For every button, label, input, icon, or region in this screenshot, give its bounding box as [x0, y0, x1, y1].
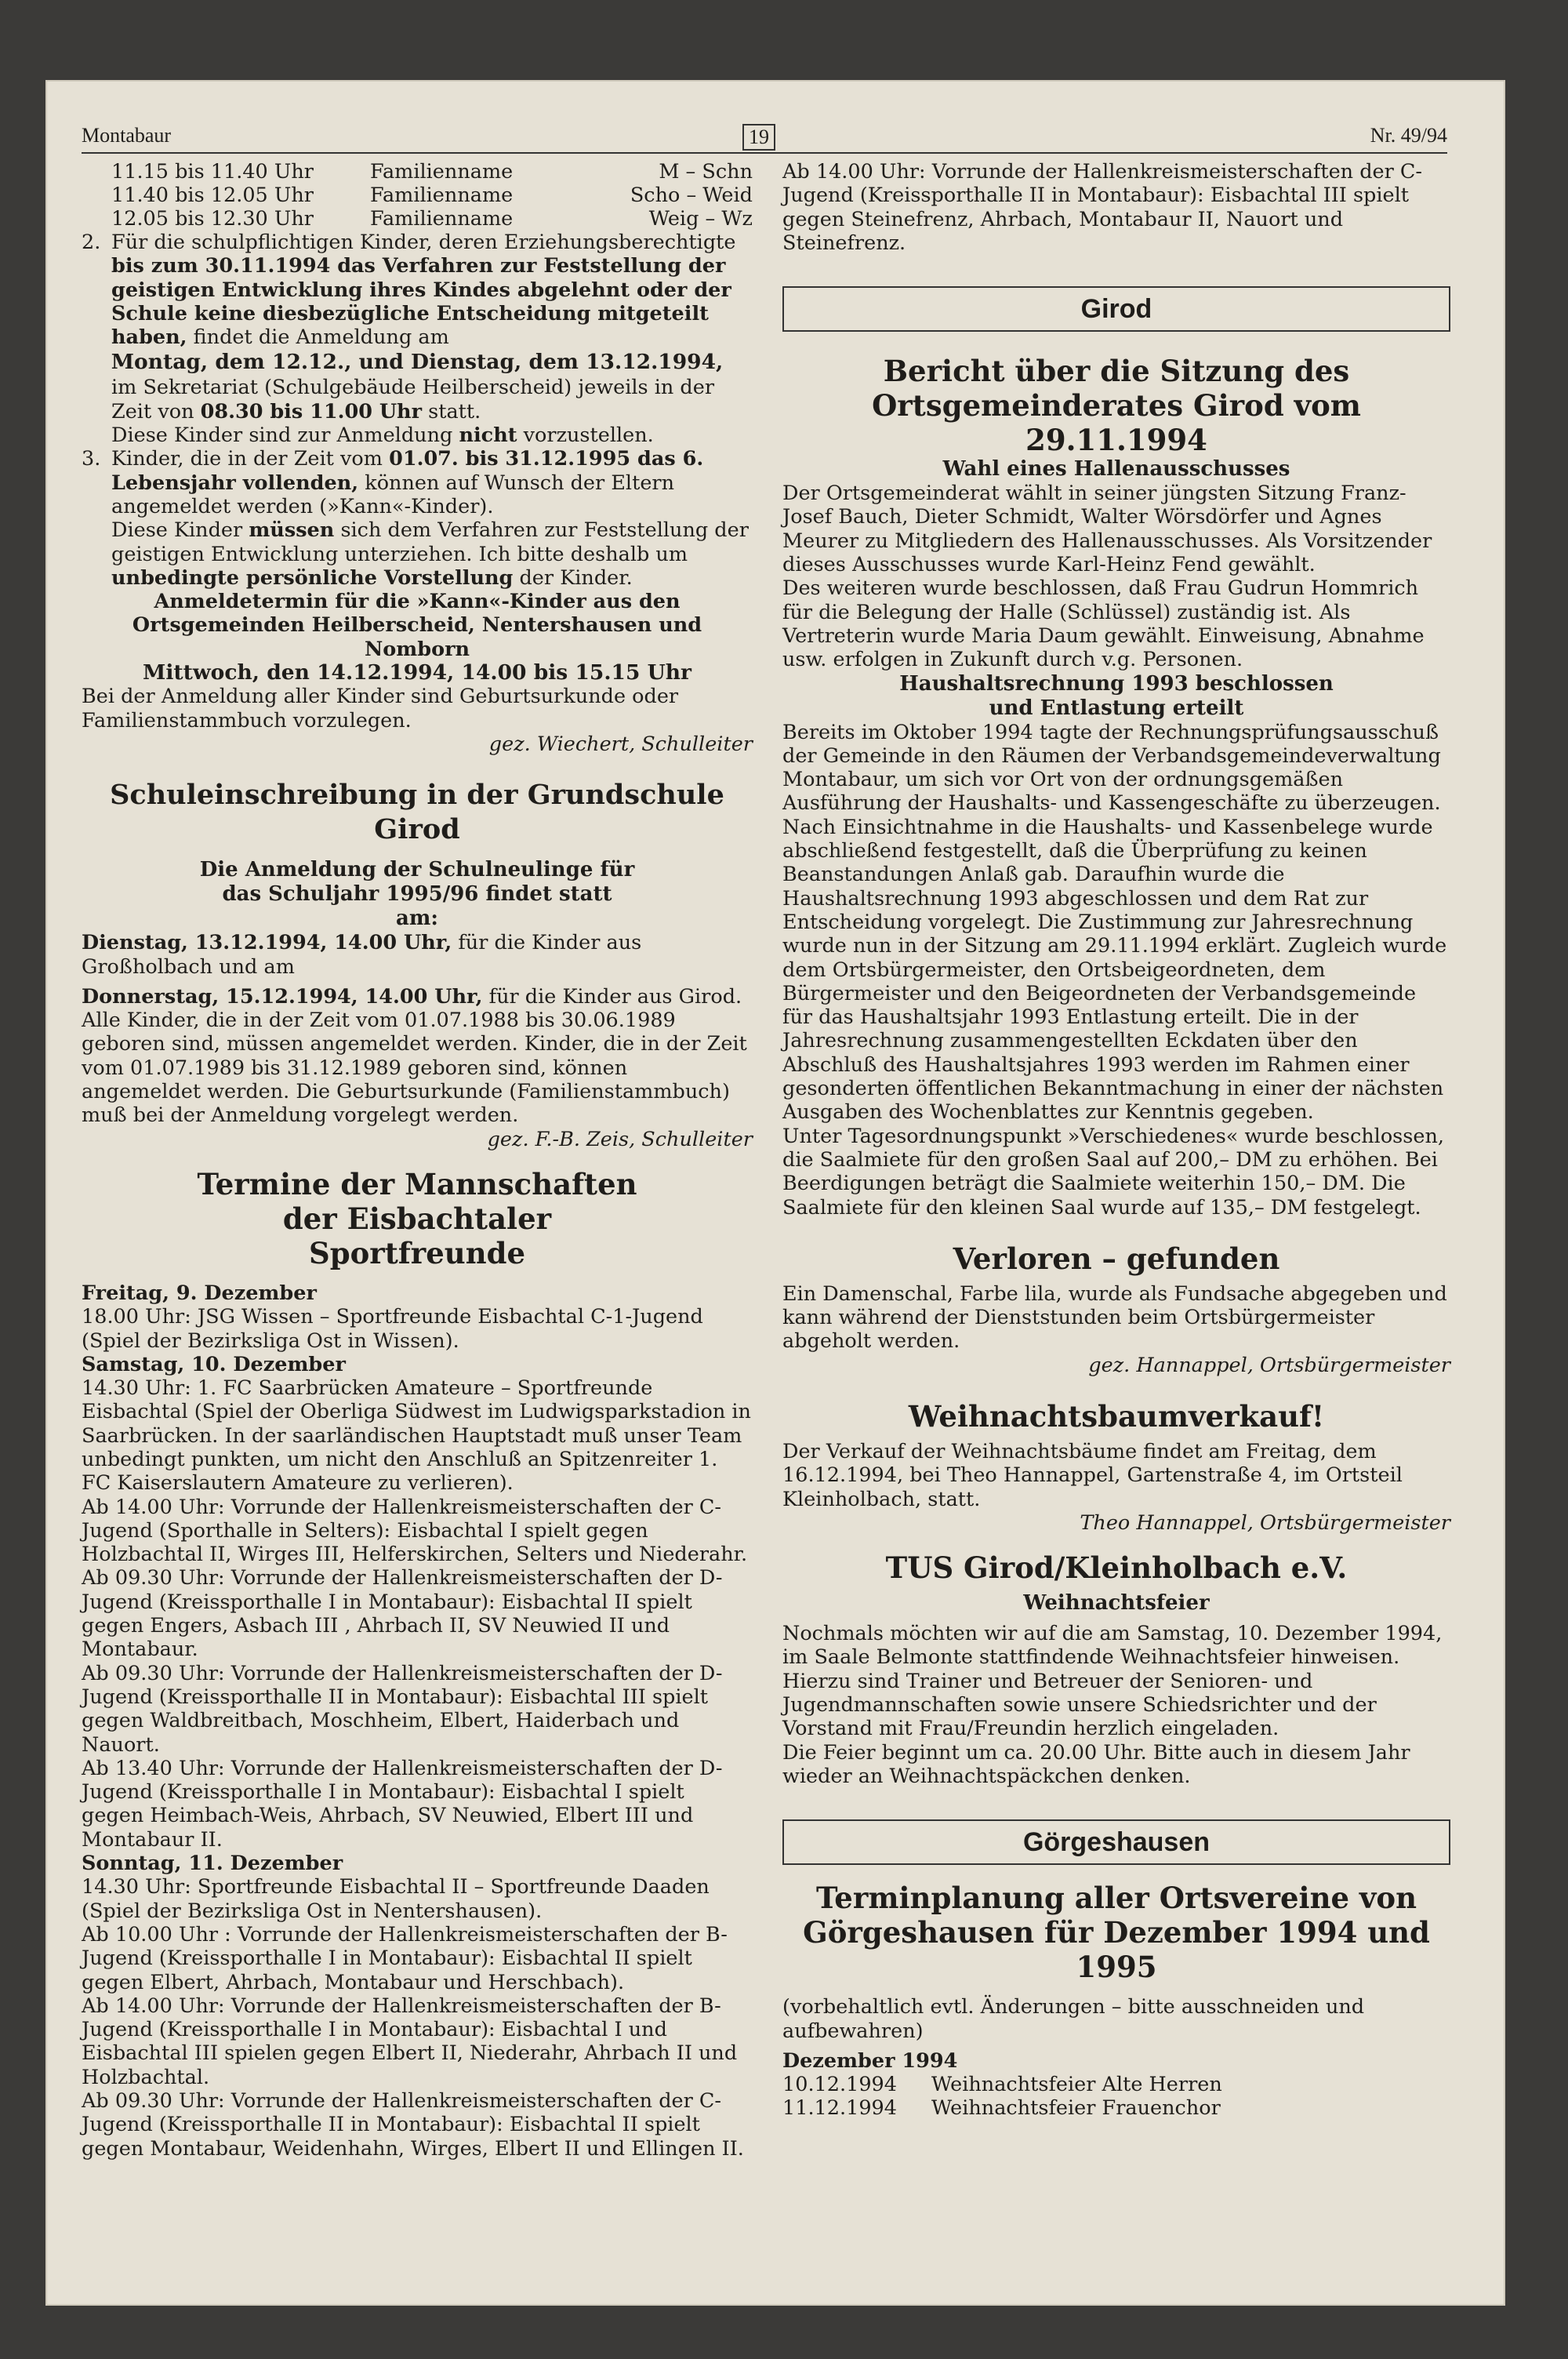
wahl-paragraph: Des weiteren wurde beschlossen, daß Frau Gudrun Hommrich für die Belegung der Halle (Schlüssel) zuständig ist. Als Vertreterin wurde Maria Daum gewählt. Einweisung, Abnahme usw. erfolgen in Zukunft durch v.g. Personen. — [782, 576, 1425, 672]
haushalt-subheading: Haushaltsrechnung 1993 beschlossen und Entlastung erteilt — [899, 671, 1334, 720]
weihnachtsbaum-text: Der Verkauf der Weihnachtsbäume findet am Freitag, dem 16.12.1994, bei Theo Hannappel, Gartenstraße 4, im Ortsteil Kleinholbach, statt. — [782, 1439, 1403, 1511]
verloren-signature: gez. Hannappel, Ortsbürgermeister — [1088, 1353, 1450, 1377]
haushalt-paragraph: Unter Tagesordnungspunkt »Verschiedenes« wurde beschlossen, die Saalmiete für den großen Saal auf 200,– DM zu erhöhen. Bei Beerdigungen beträgt die Saalmiete weiterhin 150,– DM. Die Saalmiete für den kleinen Saal wurde auf 135,– DM festgelegt. — [782, 1124, 1444, 1219]
kann-title: Anmeldetermin für die »Kann«-Kinder aus den Ortsgemeinden Heilberscheid, Nentershausen und Nomborn — [132, 590, 702, 661]
item-2-note: Diese Kinder sind zur Anmeldung nicht vorzustellen. — [111, 423, 654, 448]
verloren-headline: Verloren – gefunden — [953, 1241, 1280, 1276]
day-2-heading: Samstag, 10. Dezember — [82, 1352, 346, 1376]
verloren-text: Ein Damenschal, Farbe lila, wurde als Fundsache abgegeben und kann während der Dienststunden beim Ortsbürgermeister abgeholt werden. — [782, 1281, 1447, 1354]
day-1-text: 18.00 Uhr: JSG Wissen – Sportfreunde Eisbachtal C-1-Jugend (Spiel der Bezirksliga Ost in Wissen). — [82, 1305, 703, 1353]
page-number: 19 — [742, 124, 775, 151]
item-2-date: Montag, dem 12.12., und Dienstag, dem 13.12.1994, — [111, 350, 724, 375]
bericht-headline: Bericht über die Sitzung des Ortsgemeinderates Girod vom 29.11.1994 — [872, 354, 1361, 458]
item-3-note: Diese Kinder müssen sich dem Verfahren zur Feststellung der geistigen Entwicklung unterziehen. Ich bitte deshalb um unbedingte persönliche Vorstellung der Kinder. — [111, 518, 749, 590]
header-town: Montabaur — [82, 124, 172, 147]
terminplanung-headline: Terminplanung aller Ortsvereine von Görgeshausen für Dezember 1994 und 1995 — [803, 1881, 1430, 1985]
day-3-paragraph: Ab 09.30 Uhr: Vorrunde der Hallenkreismeisterschaften der C-Jugend (Kreissporthalle II in Montabaur): Eisbachtal II spielt gegen Montabaur, Weidenhahn, Wirges, Elbert II und Ellingen II. — [82, 2089, 744, 2161]
wahl-subheading: Wahl eines Hallenausschusses — [942, 457, 1290, 482]
day-3-paragraph: Ab 14.00 Uhr: Vorrunde der Hallenkreismeisterschaften der B-Jugend (Kreissporthalle I in Montabaur): Eisbachtal I und Eisbachtal III spielen gegen Elbert II, Niederahr, Ahrbach II und Holzbachtal. — [82, 1994, 738, 2089]
time-row: 11.40 bis 12.05 Uhr Familienname Scho – Weid — [111, 184, 753, 207]
weihnachtsbaum-signature: Theo Hannappel, Ortsbürgermeister — [1080, 1510, 1450, 1535]
wahl-paragraph: Der Ortsgemeinderat wählt in seiner jüngsten Sitzung Franz-Josef Bauch, Dieter Schmidt, Walter Wörsdörfer und Agnes Meurer zu Mitgliedern des Hallenausschusses. Als Vorsitzender dieses Ausschusses wurde Karl-Heinz Fend gewählt. — [782, 482, 1432, 577]
day-3-paragraph: 14.30 Uhr: Sportfreunde Eisbachtal II – Sportfreunde Daaden (Spiel der Bezirksliga Ost in Nentershausen). — [82, 1875, 710, 1923]
day-2-paragraph: Ab 09.30 Uhr: Vorrunde der Hallenkreismeisterschaften der D-Jugend (Kreissporthalle I in Montabaur): Eisbachtal II spielt gegen Engers, Asbach III , Ahrbach II, SV Neuwied II und Montabaur. — [82, 1566, 723, 1662]
time-row: 12.05 bis 12.30 Uhr Familienname Weig – Wz — [111, 207, 753, 231]
schul-headline: Schuleinschreibung in der Grundschule Girod — [110, 779, 724, 846]
weihnachtsbaum-headline: Weihnachtsbaumverkauf! — [908, 1398, 1325, 1434]
schul-date-1: Dienstag, 13.12.1994, 14.00 Uhr, für die Kinder aus Großholbach und am — [82, 931, 642, 979]
event-list — [782, 2073, 1450, 2120]
kann-signature: gez. Wiechert, Schulleiter — [488, 732, 753, 756]
terminplanung-note: (vorbehaltlich evtl. Änderungen – bitte ausschneiden und aufbewahren) — [782, 1995, 1365, 2043]
item-2-time: im Sekretariat (Schulgebäude Heilberscheid) jeweils in der Zeit von 08.30 bis 11.00 Uhr statt. — [111, 376, 715, 423]
item-2: 2. Für die schulpflichtigen Kinder, deren Erziehungsberechtigte bis zum 30.11.1994 das Verfahren zur Feststellung der geistigen Entwicklung ihres Kindes abgelehnt oder der Schule keine diesbezügliche Entscheidung mitgeteilt haben, findet die Anmeldung am — [82, 231, 736, 350]
kann-date: Mittwoch, den 14.12.1994, 14.00 bis 15.15 Uhr — [142, 660, 691, 685]
section-banner-goergeshausen: Görgeshausen — [782, 1819, 1450, 1865]
page-header — [82, 118, 1447, 154]
day-2-paragraph: Ab 09.30 Uhr: Vorrunde der Hallenkreismeisterschaften der D-Jugend (Kreissporthalle II in Montabaur): Eisbachtal III spielt gegen Waldbreitbach, Moschheim, Elbert, Haiderbach und Nauort. — [82, 1661, 723, 1757]
event-row: 11.12.1994 Weihnachtsfeier Frauenchor — [782, 2096, 1221, 2121]
tus-paragraph: Nochmals möchten wir auf die am Samstag, 10. Dezember 1994, im Saale Belmonte stattfindende Weihnachtsfeier hinweisen. Hierzu sind Trainer und Betreuer der Senioren- und Jugendmannschaften sowie unsere Schiedsrichter und der Vorstand mit Frau/Freundin herzlich eingeladen. — [782, 1622, 1443, 1741]
day-2-paragraph: Ab 13.40 Uhr: Vorrunde der Hallenkreismeisterschaften der D-Jugend (Kreissporthalle I in Montabaur): Eisbachtal I spielt gegen Heimbach-Weis, Ahrbach, SV Neuwied, Elbert III und Montabaur II. — [82, 1756, 723, 1852]
schul-text: Alle Kinder, die in der Zeit vom 01.07.1988 bis 30.06.1989 geboren sind, müssen angemeldet werden. Kinder, die in der Zeit vom 01.07.1989 bis 31.12.1989 geboren sind, können angemeldet werden. Die Geburtsurkunde (Familienstammbuch) muß bei der Anmeldung vorgelegt werden. — [82, 1009, 747, 1128]
left-column — [82, 160, 753, 2161]
schul-subtitle: Die Anmeldung der Schulneulinge für das Schuljahr 1995/96 findet statt am: — [199, 858, 635, 931]
appointment-times — [82, 160, 753, 231]
tus-paragraph: Die Feier beginnt um ca. 20.00 Uhr. Bitte auch in diesem Jahr wieder an Weihnachtspäckchen denken. — [782, 1740, 1410, 1788]
haushalt-paragraph: Bereits im Oktober 1994 tagte der Rechnungsprüfungsausschuß der Gemeinde in den Räumen der Verbandsgemeindeverwaltung Montabaur, um sich vor Ort von der ordnungsgemäßen Ausführung der Haushalts- und Kassengeschäfte zu überzeugen. Nach Einsichtnahme in die Haushalts- und Kassenbelege wurde abschließend festgestellt, daß die Überprüfung zu keinen Beanstandungen Anlaß gab. Daraufhin wurde die Haushaltsrechnung 1993 abgeschlossen und dem Rat zur Entscheidung vorgelegt. Die Zustimmung zur Jahresrechnung wurde nun in der Sitzung am 29.11.1994 erklärt. Zugleich wurde dem Ortsbürgermeister, den Ortsbeigeordneten, dem Bürgermeister und den Beigeordneten der Verbandsgemeinde für das Haushaltsjahr 1993 Entlastung erteilt. Die in der Jahresrechnung zusammengestellten Eckdaten über den Abschluß des Haushaltsjahres 1993 werden im Rahmen einer gesonderten öffentlichen Bekanntmachung in einer der nächsten Ausgaben des Wochenblattes zur Kenntnis gegeben. — [782, 720, 1447, 1125]
termine-headline: Termine der Mannschaften der Eisbachtaler Sportfreunde — [197, 1166, 637, 1270]
section-banner-girod: Girod — [782, 286, 1450, 332]
schul-signature: gez. F.-B. Zeis, Schulleiter — [487, 1127, 753, 1151]
kann-text: Bei der Anmeldung aller Kinder sind Geburtsurkunde oder Familienstammbuch vorzulegen. — [82, 685, 679, 732]
tus-headline: TUS Girod/Kleinholbach e.V. — [885, 1550, 1348, 1586]
day-2-paragraph: 14.30 Uhr: 1. FC Saarbrücken Amateure – Sportfreunde Eisbachtal (Spiel der Oberliga Südwest im Ludwigsparkstadion in Saarbrücken. In der saarländischen Hauptstadt muß unser Team unbedingt punkten, um nicht den Anschluß an Spitzenreiter 1. FC Kaiserslautern Amateure zu verlieren). — [82, 1376, 751, 1496]
time-row: 11.15 bis 11.40 Uhr Familienname M – Schn — [111, 160, 753, 184]
continued-text: Ab 14.00 Uhr: Vorrunde der Hallenkreismeisterschaften der C-Jugend (Kreissporthalle II in Montabaur): Eisbachtal III spielt gegen Steinefrenz, Ahrbach, Montabaur II, Nauort und Steinefrenz. — [782, 160, 1423, 255]
schul-date-2: Donnerstag, 15.12.1994, 14.00 Uhr, für die Kinder aus Girod. — [82, 984, 742, 1009]
day-3-heading: Sonntag, 11. Dezember — [82, 1852, 343, 1876]
day-3-paragraph: Ab 10.00 Uhr : Vorrunde der Hallenkreismeisterschaften der B-Jugend (Kreissporthalle I in Montabaur): Eisbachtal II spielt gegen Elbert, Ahrbach, Montabaur und Herschbach). — [82, 1922, 728, 1994]
right-column — [782, 160, 1450, 2120]
issue-number: Nr. 49/94 — [1370, 124, 1447, 147]
item-3: 3. Kinder, die in der Zeit vom 01.07. bis 31.12.1995 das 6. Lebensjahr vollenden, können auf Wunsch der Eltern angemeldet werden (»Kann«-Kinder). — [82, 447, 704, 518]
day-2-paragraph: Ab 14.00 Uhr: Vorrunde der Hallenkreismeisterschaften der C-Jugend (Sporthalle in Selters): Eisbachtal I spielt gegen Holzbachtal II, Wirges III, Helferskirchen, Selters und Niederahr. — [82, 1495, 748, 1567]
month-heading: Dezember 1994 — [782, 2048, 958, 2073]
day-1-heading: Freitag, 9. Dezember — [82, 1281, 317, 1305]
event-row: 10.12.1994 Weihnachtsfeier Alte Herren — [782, 2073, 1222, 2097]
tus-subheading: Weihnachtsfeier — [1023, 1591, 1210, 1616]
